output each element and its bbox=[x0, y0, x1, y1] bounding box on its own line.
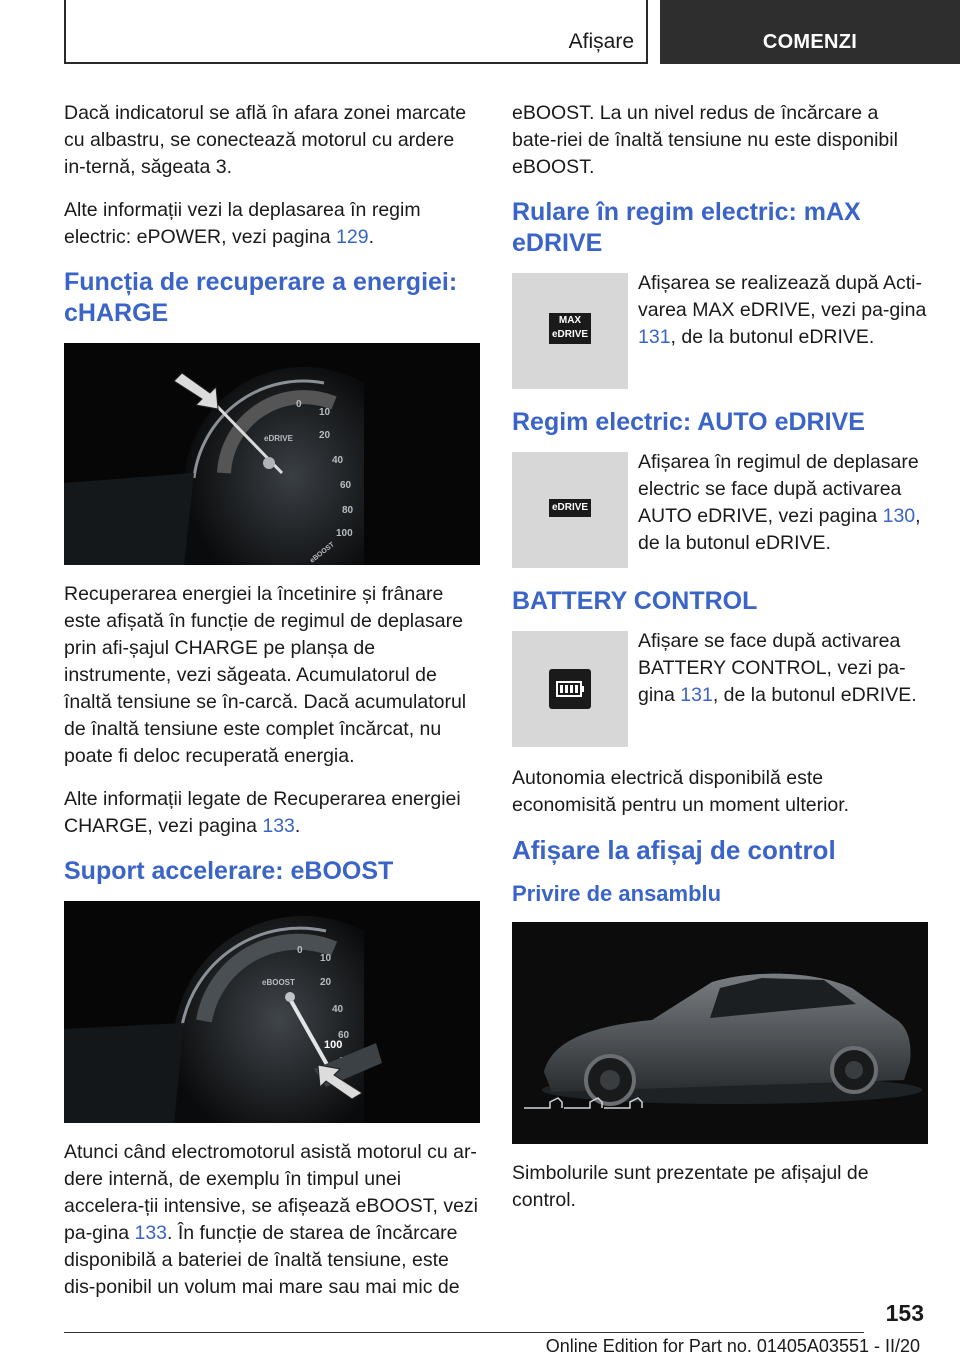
page-number: 153 bbox=[885, 1300, 924, 1326]
auto-edrive-icon bbox=[512, 452, 628, 568]
gauge-eboost-label: eBOOST bbox=[308, 541, 336, 565]
paragraph: Alte informații vezi la deplasarea în regim electric: ePOWER, vezi pagina 129. bbox=[64, 199, 421, 248]
battery-control-row bbox=[512, 631, 928, 747]
section-heading-auto-edrive: Regim electric: AUTO eDRIVE bbox=[512, 408, 865, 436]
left-column bbox=[64, 100, 480, 1317]
paragraph: Simbolurile sunt prezentate pe afișajul de control. bbox=[512, 1162, 869, 1211]
boost-gauge-graphic bbox=[64, 901, 480, 1123]
page-link[interactable]: 133 bbox=[262, 815, 295, 837]
paragraph: eBOOST. La un nivel redus de încărcare a bate‐riei de înaltă tensiune nu este disponibil eBOOST. bbox=[512, 102, 898, 178]
battery-control-icon bbox=[512, 631, 628, 747]
vehicle-overview-image bbox=[512, 922, 928, 1144]
subsection-heading-overview: Privire de ansamblu bbox=[512, 881, 722, 906]
paragraph: Dacă indicatorul se află în afara zonei marcate cu albastru, se conectează motorul cu ardere in‐ternă, săgeata 3. bbox=[64, 102, 467, 178]
auto-edrive-badge: eDRIVE bbox=[549, 499, 591, 517]
gauge-tick-label: 10 bbox=[319, 407, 331, 418]
battery-icon bbox=[549, 669, 591, 709]
footer-rule bbox=[64, 1332, 864, 1333]
gauge-tick-label: 80 bbox=[342, 505, 354, 516]
gauge-tick-label: 60 bbox=[340, 480, 352, 491]
section-heading-max-edrive: Rulare în regim electric: mAX eDRIVE bbox=[512, 198, 861, 257]
paragraph: Autonomia electrică disponibilă este economisită pentru un moment ulterior. bbox=[512, 767, 850, 816]
gauge-mode-label: eBOOST bbox=[262, 978, 295, 987]
page-link[interactable]: 129 bbox=[336, 226, 369, 248]
gauge-mode-label: eDRIVE bbox=[264, 434, 293, 443]
gauge-tick-label: 20 bbox=[320, 977, 332, 988]
boost-gauge-image bbox=[64, 901, 480, 1123]
footer-edition: Online Edition for Part no. 01405A03551 - II/20 bbox=[545, 1336, 920, 1356]
section-heading-control-display: Afișare la afișaj de control bbox=[512, 835, 836, 865]
header-chapter-tab: COMENZI bbox=[660, 0, 960, 64]
max-edrive-badge: MAX eDRIVE bbox=[549, 313, 591, 344]
max-edrive-text: Afișarea se realizează după Acti‐varea MAX eDRIVE, vezi pa‐gina 131, de la butonul eDRIVE. bbox=[638, 272, 927, 348]
paragraph: Atunci când electromotorul asistă motorul cu ar‐dere internă, de exemplu în timpul unei accelera‐ții intensive, se afișează eBOOST, vezi pa‐gina 133. În funcție de starea de încărcare disponibilă a bateriei de înaltă tensiune, este dis‐ponibil un volum mai mare sau mai mic de bbox=[64, 1141, 479, 1298]
section-heading-boost: Suport accelerare: eBOOST bbox=[64, 857, 394, 885]
page-link[interactable]: 133 bbox=[134, 1222, 168, 1244]
section-heading-charge: Funcția de recuperare a energiei: cHARGE bbox=[64, 268, 458, 327]
charge-gauge-graphic bbox=[64, 343, 480, 565]
battery-control-text: Afișare se face după activarea BATTERY CONTROL, vezi pa‐gina 131, de la butonul eDRIVE. bbox=[638, 630, 917, 706]
gauge-tick-label: 60 bbox=[338, 1030, 350, 1041]
auto-edrive-row bbox=[512, 452, 928, 568]
page-link[interactable]: 131 bbox=[638, 326, 671, 348]
gauge-tick-label: 0 bbox=[296, 399, 302, 410]
gauge-tick-label: 20 bbox=[319, 430, 331, 441]
gauge-tick-label: 100 bbox=[324, 1039, 343, 1051]
max-edrive-icon bbox=[512, 273, 628, 389]
gauge-tick-label: 40 bbox=[332, 1004, 344, 1015]
gauge-tick-label: 0 bbox=[297, 945, 303, 956]
auto-edrive-text: Afișarea în regimul de deplasare electric se face după activarea AUTO eDRIVE, vezi pagina 130, de la butonul eDRIVE. bbox=[638, 451, 921, 554]
max-edrive-row bbox=[512, 273, 928, 389]
vehicle-graphic bbox=[512, 922, 928, 1144]
page-link[interactable]: 131 bbox=[680, 684, 713, 706]
charge-gauge-image bbox=[64, 343, 480, 565]
paragraph: Alte informații legate de Recuperarea energiei CHARGE, vezi pagina 133. bbox=[64, 788, 461, 837]
gauge-tick-label: 40 bbox=[332, 455, 344, 466]
gauge-tick-label: 10 bbox=[320, 953, 332, 964]
gauge-tick-label: 100 bbox=[336, 528, 353, 539]
section-heading-battery-control: BATTERY CONTROL bbox=[512, 587, 758, 615]
header-section-title: Afișare bbox=[568, 30, 634, 53]
header-section-box bbox=[64, 0, 648, 64]
page-link[interactable]: 130 bbox=[882, 505, 916, 527]
right-column bbox=[512, 100, 928, 1230]
paragraph: Recuperarea energiei la încetinire și frânare este afișată în funcție de regimul de deplasare prin afi‐șajul CHARGE pe planșa de instrumente, vezi săgeata. Acumulatorul de înaltă tensiune se în‐carcă. Dacă acumulatorul de înaltă tensiune este complet încărcat, nu poate fi deloc recuperată energia. bbox=[64, 583, 467, 767]
